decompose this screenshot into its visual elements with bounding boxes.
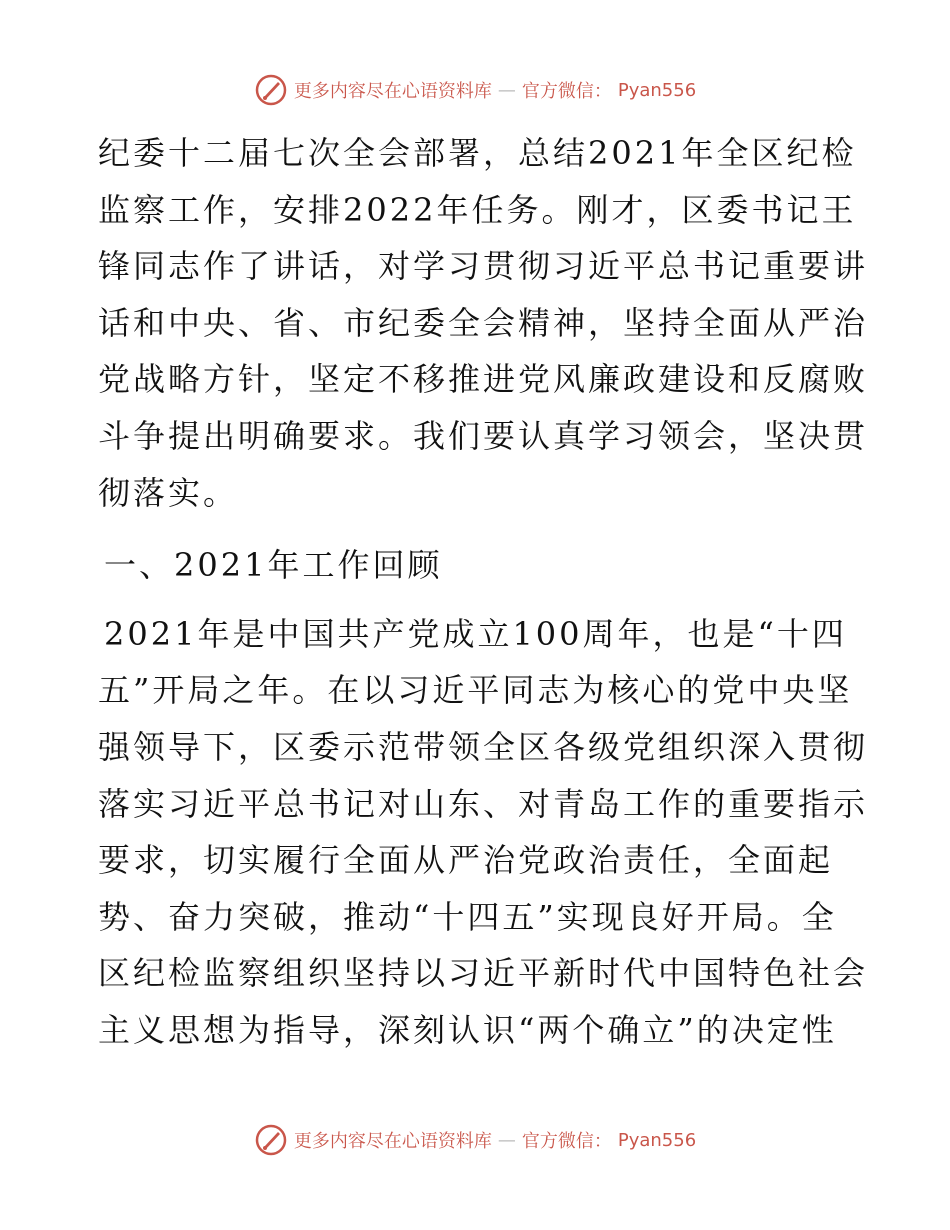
paragraph-intro xyxy=(98,125,869,521)
text-line: 要求，切实履行全面从严治党政治责任，全面起 xyxy=(98,841,834,880)
watermark-text: 更多内容尽在心语资料库 xyxy=(293,81,492,102)
text-line: 斗争提出明确要求。我们要认真学习领会，坚决贯 xyxy=(98,416,869,455)
watermark-separator: — xyxy=(497,79,516,101)
text-line: 监察工作，安排2022年任务。刚才，区委书记王 xyxy=(98,190,857,229)
watermark-text: 更多内容尽在心语资料库 xyxy=(293,1131,492,1152)
text-line: 五”开局之年。在以习近平同志为核心的党中央坚 xyxy=(98,671,853,710)
paragraph-review xyxy=(98,606,869,1059)
text-line: 党战略方针，坚定不移推进党风廉政建设和反腐败 xyxy=(98,360,869,399)
text-line: 话和中央、省、市纪委全会精神，坚持全面从严治 xyxy=(98,303,869,342)
text-line: 落实习近平总书记对山东、对青岛工作的重要指示 xyxy=(98,784,869,823)
text-line: 区纪检监察组织坚持以习近平新时代中国特色社会 xyxy=(98,954,869,993)
quill-logo-icon xyxy=(254,73,288,107)
watermark-header xyxy=(0,70,950,110)
text-line: 强领导下，区委示范带领全区各级党组织深入贯彻 xyxy=(98,727,869,766)
watermark-separator: — xyxy=(497,1129,516,1151)
watermark-contact-id: Pyan556 xyxy=(617,1129,697,1151)
text-line: 纪委十二届七次全会部署，总结2021年全区纪检 xyxy=(98,134,857,172)
document-body xyxy=(98,125,869,1059)
text-line: 锋同志作了讲话，对学习贯彻习近平总书记重要讲 xyxy=(98,247,869,286)
watermark-contact-label: 官方微信： xyxy=(521,1131,612,1152)
text-line: 主义思想为指导，深刻认识“两个确立”的决定性 xyxy=(98,1010,837,1049)
quill-logo-icon xyxy=(254,1123,288,1157)
watermark-contact-label: 官方微信： xyxy=(521,81,612,102)
section-heading: 一、2021年工作回顾 xyxy=(104,546,443,585)
text-line: 2021年是中国共产党成立100周年，也是“十四 xyxy=(104,614,847,653)
watermark-footer xyxy=(0,1120,950,1160)
watermark-contact-id: Pyan556 xyxy=(617,79,697,101)
text-line: 彻落实。 xyxy=(98,473,239,512)
text-line: 势、奋力突破，推动“十四五”实现良好开局。全 xyxy=(98,897,837,936)
